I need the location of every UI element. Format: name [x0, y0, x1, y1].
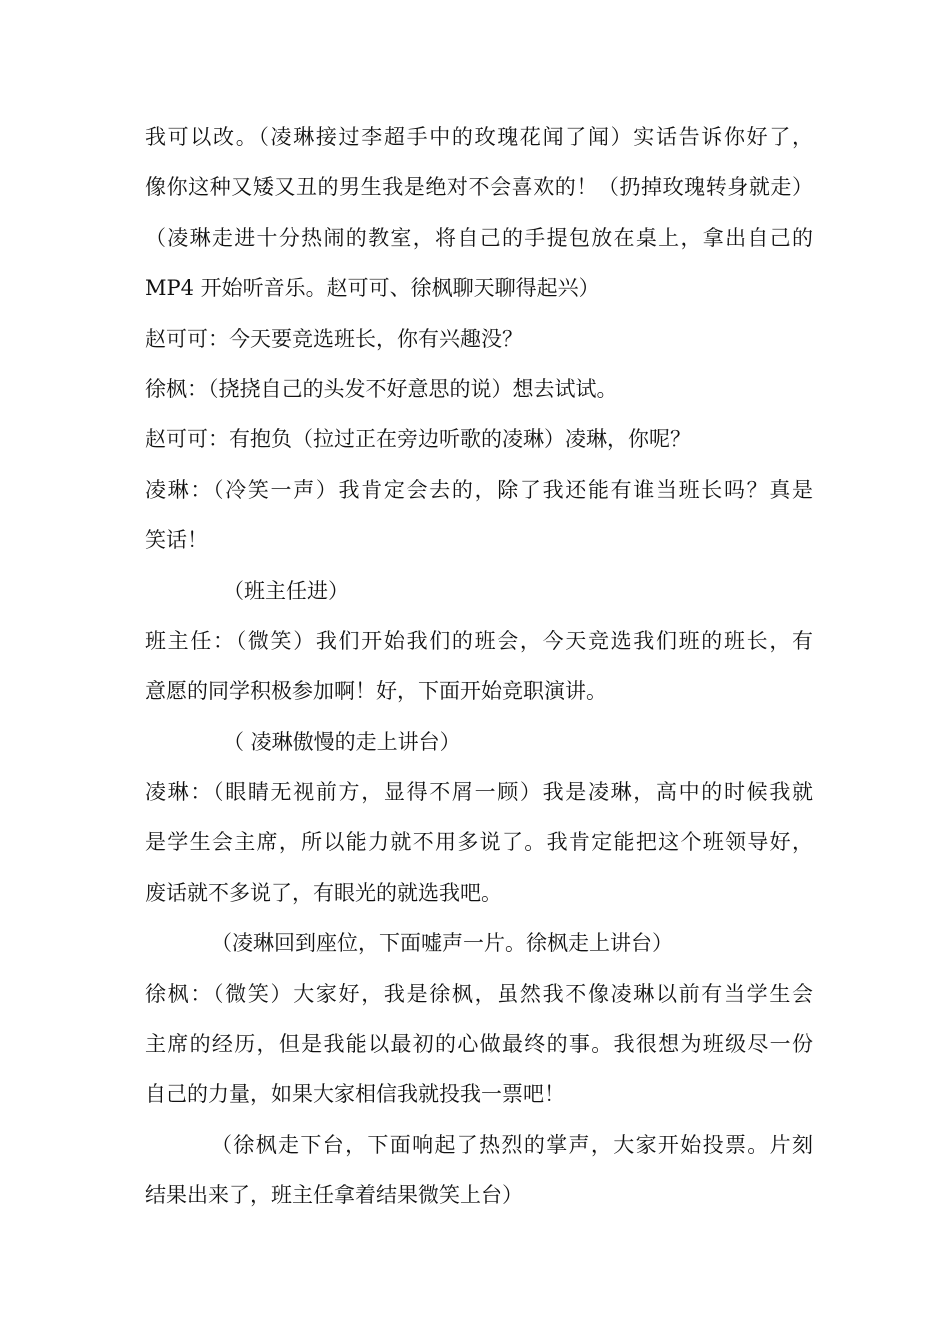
- text-line: 主席的经历，但是我能以最初的心做最终的事。我很想为班级尽一份: [145, 1032, 813, 1057]
- text-line: 徐枫：（挠挠自己的头发不好意思的说）想去试试。: [145, 376, 618, 401]
- text-line: 赵可可：今天要竞选班长，你有兴趣没？: [145, 326, 523, 351]
- stage-direction: （ 凌琳傲慢的走上讲台）: [223, 729, 461, 754]
- text-line: 凌琳：（冷笑一声）我肯定会去的，除了我还能有谁当班长吗？真是: [145, 477, 813, 502]
- text-line: 结果出来了，班主任拿着结果微笑上台）: [145, 1183, 523, 1208]
- stage-direction: （凌琳回到座位，下面嘘声一片。徐枫走上讲台）: [211, 931, 673, 956]
- text-line: 自己的力量，如果大家相信我就投我一票吧！: [145, 1082, 565, 1107]
- text-line: 班主任：（微笑）我们开始我们的班会，今天竞选我们班的班长，有: [145, 628, 813, 653]
- text-line: 是学生会主席，所以能力就不用多说了。我肯定能把这个班领导好，: [145, 830, 813, 855]
- stage-direction: （徐枫走下台，下面响起了热烈的掌声，大家开始投票。片刻: [211, 1132, 813, 1157]
- text-line: 笑话！: [145, 528, 208, 553]
- text-line: MP4 开始听音乐。赵可可、徐枫聊天聊得起兴）: [145, 276, 600, 301]
- text-line: 意愿的同学积极参加啊！好，下面开始竞职演讲。: [145, 679, 607, 704]
- text-line: 我可以改。（凌琳接过李超手中的玫瑰花闻了闻）实话告诉你好了，: [145, 125, 813, 149]
- text-line: 凌琳：（眼睛无视前方，显得不屑一顾）我是凌琳，高中的时候我就: [145, 780, 813, 805]
- text-line: 废话就不多说了，有眼光的就选我吧。: [145, 880, 502, 905]
- stage-direction: （班主任进）: [223, 578, 349, 603]
- text-line: 像你这种又矮又丑的男生我是绝对不会喜欢的！（扔掉玫瑰转身就走）: [145, 175, 813, 200]
- text-line: 徐枫：（微笑）大家好，我是徐枫，虽然我不像凌琳以前有当学生会: [145, 981, 813, 1006]
- text-line: 赵可可：有抱负（拉过正在旁边听歌的凌琳）凌琳，你呢？: [145, 427, 691, 452]
- script-text: [145, 112, 813, 1221]
- text-line: （凌琳走进十分热闹的教室，将自己的手提包放在桌上，拿出自己的: [145, 225, 813, 250]
